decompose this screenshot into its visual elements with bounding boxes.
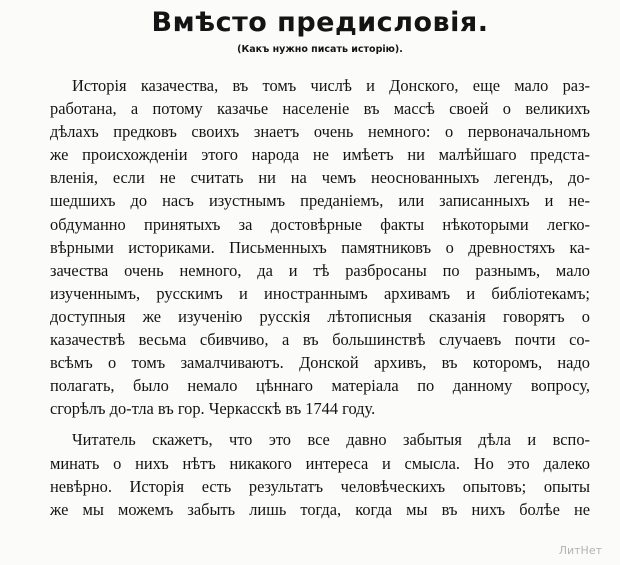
text-line: же происхожденіи этого народа не имѣетъ ни малѣйшаго предста- (50, 145, 590, 165)
watermark: ЛитНет (558, 544, 602, 557)
text-line: Исторія казачества, въ томъ числѣ и Донского, еще мало раз- (72, 76, 590, 95)
paragraph-gap (50, 420, 590, 428)
text-line: доступныя же изученію русскія лѣтописныя сказанія говорятъ о (50, 306, 590, 326)
page-subtitle: (Какъ нужно писать исторію). (237, 44, 403, 55)
text-line: шедшихъ до насъ изустнымъ преданіемъ, или записанныхъ и не- (50, 191, 590, 211)
text-line: казачествѣ весьма сбивчиво, а въ большинствѣ случаевъ почти со- (50, 330, 590, 350)
paragraph-2 (50, 428, 590, 520)
text-line: всѣмъ о томъ замалчиваютъ. Донской архивъ, въ которомъ, надо (50, 353, 590, 373)
text-line: же мы можемъ забыть лишь тогда, когда мы въ нихъ болѣе не (50, 499, 590, 519)
text-line: вленія, если не считать ни на чемъ неоснованныхъ легендъ, до- (50, 168, 590, 188)
paragraph-1 (50, 74, 590, 420)
text-line: дѣлахъ предковъ своихъ знаетъ очень немного: о первоначальномъ (50, 122, 590, 142)
text-line: полагать, было немало цѣннаго матеріала по данному вопросу, (50, 376, 590, 396)
text-line: вѣрными историками. Письменныхъ памятниковъ о древностяхъ ка- (50, 237, 590, 257)
text-line: изученнымъ, русскимъ и иностраннымъ архивамъ и библіотекамъ; (50, 283, 590, 303)
text-line: обдуманно принятыхъ за достовѣрные факты нѣкоторыми легко- (50, 214, 590, 234)
text-line: Читатель скажетъ, что это все давно забытыя дѣла и вспо- (72, 430, 590, 450)
text-line: зачества очень немного, да и тѣ разбросаны по разнымъ, мало (50, 260, 590, 280)
page-title: Вмѣсто предисловія. (151, 7, 489, 38)
text-line: невѣрно. Исторія есть результатъ человѣческихъ опытовъ; опыты (50, 476, 590, 496)
text-line: работана, а потому казачье населеніе въ массѣ своей о великихъ (50, 99, 590, 119)
text-line: сгорѣлъ до-тла въ гор. Черкасскѣ въ 1744 году. (50, 399, 376, 419)
text-line: минать о нихъ нѣтъ никакого интереса и смысла. Но это далеко (50, 453, 590, 473)
